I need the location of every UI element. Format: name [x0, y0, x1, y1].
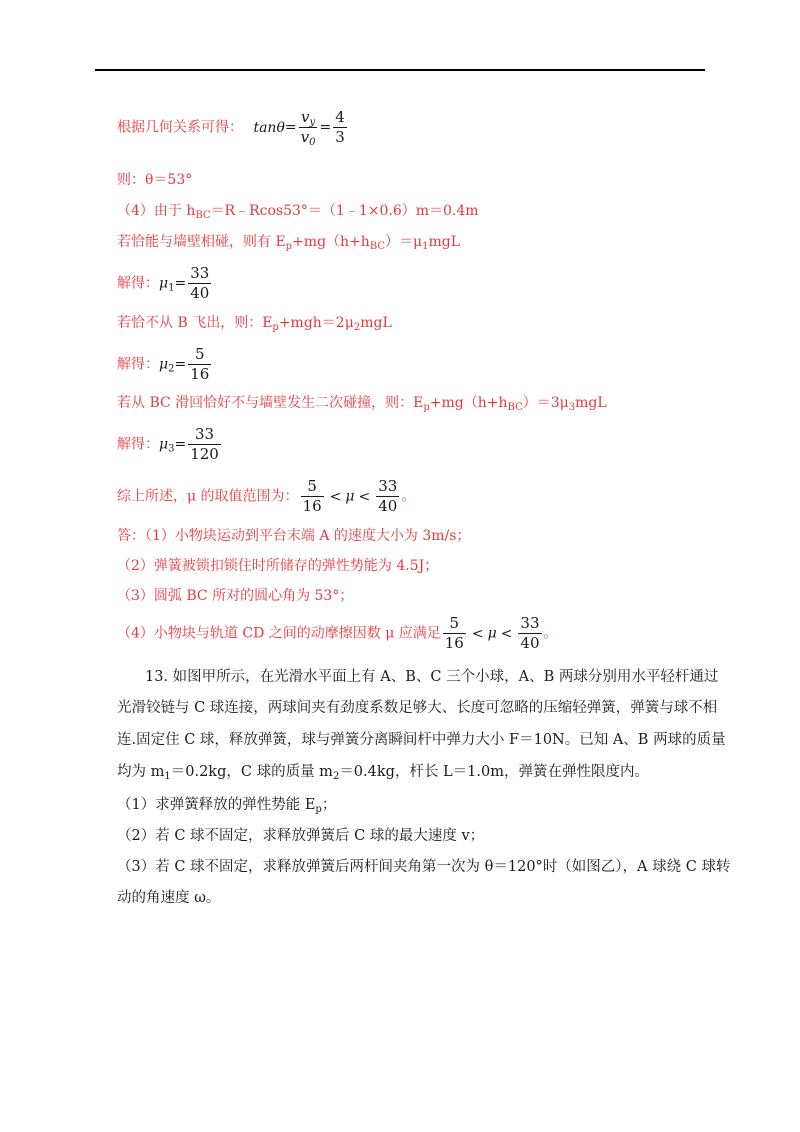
- problem-13-line-2: 光滑铰链与 C 球连接，两球间夹有劲度系数足够大、长度可忽略的压缩轻弹簧，弹簧与球不相: [117, 700, 718, 716]
- solution-mu2-line: 解得：$\mu_2=$ $\frac{5}{16}$: [117, 345, 210, 383]
- fraction-33-40: $\frac{33}{40}$: [378, 477, 398, 515]
- fraction-5-16: $\frac{5}{16}$: [302, 477, 322, 515]
- fraction-5-16: $\frac{5}{16}$: [190, 345, 210, 383]
- solution-mu1-line: 解得：$\mu_1=$ $\frac{33}{40}$: [117, 264, 210, 302]
- problem-13-part-2: （2）若 C 球不固定，求释放弹簧后 C 球的最大速度 v；: [117, 828, 485, 844]
- mu-symbol: μ: [345, 488, 355, 505]
- solution-tan-line: [117, 108, 349, 147]
- fraction-5-16: $\frac{5}{16}$: [444, 614, 464, 652]
- problem-13-line-4: 均为 $m_1=0.2kg$，C 球的质量 $m_2=0.4kg$，杆长 L＝1.0m，弹簧在弹性限度内。: [117, 764, 649, 782]
- problem-13-line-3: 连.固定住 C 球，释放弹簧，球与弹簧分离瞬间杆中弹力大小 F＝10N。已知 A、B 两球的质量: [117, 732, 726, 748]
- solution-second-collision-line: 若从 BC 滑回恰好不与墙壁发生二次碰撞，则：$E_p+mg(h+h_{BC})=3\mu_3mgL$: [117, 395, 607, 413]
- problem-13-part-1: （1）求弹簧释放的弹性势能 $E_p$；: [117, 797, 337, 815]
- mu-symbol: μ: [159, 436, 169, 453]
- problem-13-line-1: 13. 如图甲所示，在光滑水平面上有 A、B、C 三个小球，A、B 两球分别用水平轻杆通过: [145, 669, 719, 685]
- fraction-33-120: $\frac{33}{120}$: [190, 425, 219, 463]
- solution-theta-line: 则：θ＝53°: [117, 172, 193, 188]
- solution-hbc-line: （4）由于 $h_{BC}=R﹣Rcos53^\circ=(1﹣1\times 0.6)m=0.4m$: [117, 203, 479, 221]
- mu-symbol: μ: [159, 275, 169, 292]
- solution-b-fly-line: 若恰不从 B 飞出，则：$E_p+mgh=2\mu_2mgL$: [117, 315, 392, 333]
- solution-wall-hit-line: 若恰能与墙壁相碰，则有 $E_p+mg(h+h_{BC})=\mu_1mgL$: [117, 234, 461, 252]
- problem-13-part-3-line-2: 动的角速度 ω。: [117, 890, 221, 906]
- tan-theta-symbol: tanθ: [253, 119, 285, 136]
- answer-4: （4）小物块与轨道 CD 之间的动摩擦因数 μ 应满足 $\frac{5}{16}$ < μ < $\frac{33}{40}$ 。: [117, 614, 558, 652]
- equals-sign: =: [319, 119, 332, 136]
- mu-symbol: μ: [487, 625, 497, 642]
- solution-text: 根据几何关系可得：: [117, 119, 243, 136]
- fraction-4-3: $\frac{4}{3}$: [335, 108, 345, 146]
- answer-1: 答：（1）小物块运动到平台末端 A 的速度大小为 3m/s；: [117, 528, 471, 544]
- answer-2: （2）弹簧被锁扣锁住时所储存的弹性势能为 4.5J；: [117, 558, 439, 574]
- fraction-vy-v0: $\frac{v_y}{v_0}$: [300, 108, 316, 148]
- answer-3: （3）圆弧 BC 所对的圆心角为 53°；: [117, 588, 354, 604]
- fraction-33-40: $\frac{33}{40}$: [190, 264, 210, 302]
- fraction-33-40: $\frac{33}{40}$: [520, 614, 540, 652]
- equals-sign: =: [284, 119, 297, 136]
- solution-mu3-line: 解得：$\mu_3=$ $\frac{33}{120}$: [117, 425, 219, 463]
- problem-13-part-3-line-1: （3）若 C 球不固定，求释放弹簧后两杆间夹角第一次为 θ＝120°时（如图乙），A 球绕 C 球转: [117, 859, 731, 875]
- header-rule: [95, 69, 705, 71]
- mu-symbol: μ: [159, 356, 169, 373]
- solution-range-line: 综上所述，μ 的取值范围为： $\frac{5}{16}$ < μ < $\frac{33}{40}$ 。: [117, 477, 416, 515]
